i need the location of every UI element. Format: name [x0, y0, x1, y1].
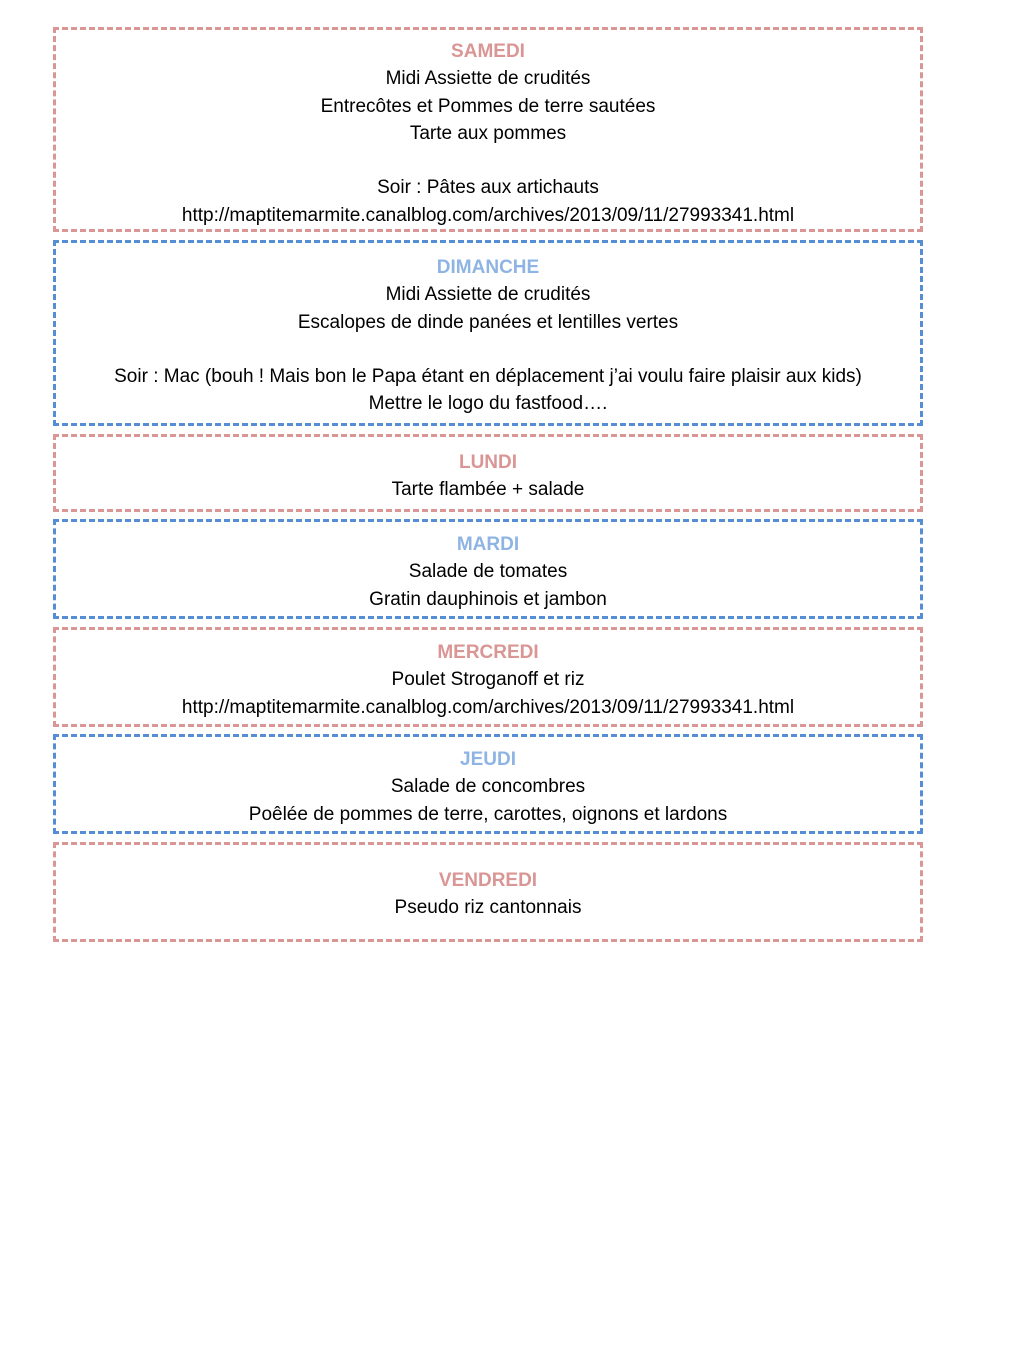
menu-line-blank	[56, 147, 920, 174]
menu-line: Escalopes de dinde panées et lentilles vertes	[297, 311, 679, 333]
day-title-jeudi: JEUDI	[460, 749, 516, 770]
day-box-lundi	[53, 434, 923, 512]
recipe-link[interactable]: http://maptitemarmite.canalblog.com/archives/2013/09/11/27993341.html	[181, 204, 795, 226]
recipe-link[interactable]: http://maptitemarmite.canalblog.com/archives/2013/09/11/27993341.html	[181, 696, 795, 718]
menu-line: Soir : Mac (bouh ! Mais bon le Papa étant en déplacement j’ai voulu faire plaisir aux kids)	[114, 366, 862, 388]
day-box-jeudi	[53, 734, 923, 834]
menu-line: Poêlée de pommes de terre, carottes, oignons et lardons	[248, 803, 728, 825]
menu-line: Pseudo riz cantonnais	[394, 897, 582, 919]
day-title-mercredi: MERCREDI	[437, 642, 539, 663]
menu-line: Poulet Stroganoff et riz	[391, 669, 585, 691]
menu-line: Soir : Pâtes aux artichauts	[377, 177, 599, 199]
day-box-vendredi	[53, 842, 923, 942]
day-box-dimanche	[53, 240, 923, 426]
day-box-mardi	[53, 519, 923, 619]
day-box-mercredi	[53, 627, 923, 727]
menu-line: Tarte flambée + salade	[391, 479, 585, 501]
menu-line-blank	[56, 336, 920, 363]
day-title-dimanche: DIMANCHE	[436, 257, 540, 278]
menu-line: Midi Assiette de crudités	[385, 284, 591, 306]
day-title-vendredi: VENDREDI	[438, 870, 538, 891]
menu-line: Midi Assiette de crudités	[385, 68, 591, 90]
day-box-samedi	[53, 27, 923, 232]
menu-line: Salade de tomates	[408, 561, 568, 583]
menu-line: Gratin dauphinois et jambon	[369, 588, 607, 610]
menu-line: Mettre le logo du fastfood….	[368, 393, 608, 415]
day-title-lundi: LUNDI	[458, 452, 518, 473]
menu-line: Tarte aux pommes	[409, 122, 567, 144]
menu-line: Salade de concombres	[390, 776, 586, 798]
day-title-mardi: MARDI	[456, 534, 520, 555]
day-title-samedi: SAMEDI	[451, 41, 525, 62]
menu-line: Entrecôtes et Pommes de terre sautées	[320, 95, 656, 117]
